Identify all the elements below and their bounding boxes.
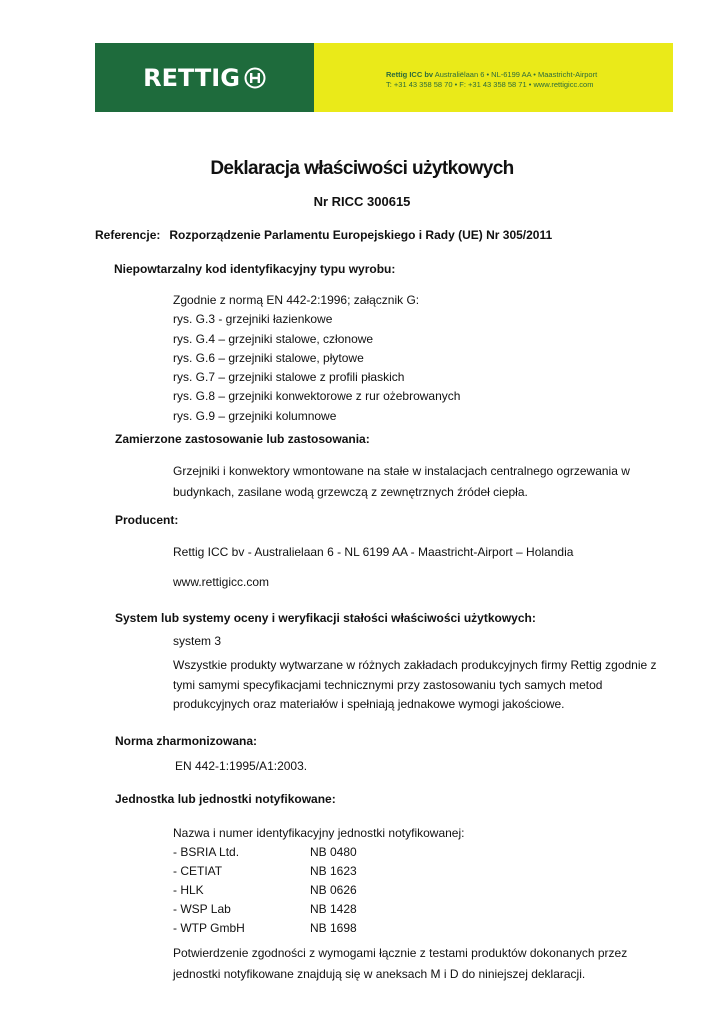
table-row (173, 900, 464, 919)
paragraph-line: Wszystkie produkty wytwarzane w różnych zakładach produkcyjnych firmy Rettig zgodnie z (173, 658, 657, 672)
paragraph-line: tymi samymi specyfikacjami technicznymi przy zastosowaniu tych samych metod (173, 677, 603, 692)
body-number: NB 0626 (310, 883, 357, 897)
contact-panel (314, 43, 673, 112)
document-number: Nr RICC 300615 (313, 194, 411, 209)
paragraph-line: jednostki notyfikowane znajdują się w aneksach M i D do niniejszej deklaracji. (173, 967, 586, 981)
product-code-list (173, 291, 460, 426)
reference-text: Rozporządzenie Parlamentu Europejskiego i Rady (UE) Nr 305/2011 (169, 228, 553, 242)
notified-closing-text (173, 943, 627, 985)
contact-company: Rettig ICC bv (386, 70, 434, 79)
rettig-logo-icon (244, 67, 266, 89)
reference-line (95, 228, 552, 242)
notified-bodies-list (173, 824, 464, 938)
letterhead (95, 43, 673, 112)
product-code-heading: Niepowtarzalny kod identyfikacyjny typu wyrobu: (114, 262, 396, 276)
contact-phone-fax-web: T: +31 43 358 58 70 • F: +31 43 358 58 71 • www.rettigicc.com (386, 80, 594, 89)
manufacturer-heading: Producent: (115, 513, 179, 527)
paragraph-line: Grzejniki i konwektory wmontowane na stałe w instalacjach centralnego ogrzewania w (173, 464, 630, 478)
body-number: NB 1428 (310, 902, 357, 916)
contact-info (386, 70, 597, 90)
list-item: rys. G.9 – grzejniki kolumnowe (173, 408, 337, 423)
list-item: rys. G.7 – grzejniki stalowe z profili płaskich (173, 370, 405, 385)
table-row (173, 843, 464, 862)
company-logo: RETTIG (143, 63, 240, 92)
table-row (173, 862, 464, 881)
intended-use-text (173, 461, 630, 503)
avcp-text (173, 656, 657, 715)
reference-label: Referencje: (95, 228, 161, 242)
paragraph-line: budynkach, zasilane wodą grzewczą z zewnętrznych źródeł ciepła. (173, 485, 528, 499)
logo-panel (95, 43, 314, 112)
contact-address: Australiëlaan 6 • NL-6199 AA • Maastricht-Airport (433, 70, 598, 79)
table-row (173, 881, 464, 900)
body-name: - CETIAT (173, 864, 223, 878)
list-item: Zgodnie z normą EN 442-2:1996; załącznik G: (173, 293, 420, 307)
body-number: NB 0480 (310, 845, 357, 859)
paragraph-line: Potwierdzenie zgodności z wymogami łącznie z testami produktów dokonanych przez (173, 946, 628, 960)
harmonised-standard-heading: Norma zharmonizowana: (115, 734, 258, 748)
avcp-heading: System lub systemy oceny i weryfikacji stałości właściwości użytkowych: (115, 611, 536, 625)
list-item: rys. G.8 – grzejniki konwektorowe z rur ożebrowanych (173, 389, 461, 404)
harmonised-standard: EN 442-1:1995/A1:2003. (175, 759, 308, 773)
body-name: - WSP Lab (173, 902, 231, 916)
avcp-system: system 3 (173, 634, 222, 648)
body-name: - HLK (173, 883, 204, 897)
paragraph-line: produkcyjnych oraz materiałów i spełniają jednakowe wymogi jakościowe. (173, 697, 565, 711)
body-name: - BSRIA Ltd. (173, 845, 240, 859)
manufacturer-address: Rettig ICC bv - Australielaan 6 - NL 6199 AA - Maastricht-Airport – Holandia (173, 545, 574, 559)
table-row (173, 919, 464, 938)
manufacturer-website: www.rettigicc.com (173, 575, 270, 589)
intended-use-heading: Zamierzone zastosowanie lub zastosowania: (115, 432, 370, 446)
list-item: rys. G.3 - grzejniki łazienkowe (173, 312, 333, 327)
notified-intro: Nazwa i numer identyfikacyjny jednostki notyfikowanej: (173, 826, 465, 840)
list-item: rys. G.4 – grzejniki stalowe, członowe (173, 331, 374, 346)
notified-bodies-heading: Jednostka lub jednostki notyfikowane: (115, 792, 336, 806)
body-name: - WTP GmbH (173, 921, 245, 935)
body-number: NB 1623 (310, 864, 357, 878)
document-title: Deklaracja właściwości użytkowych (210, 158, 514, 179)
list-item: rys. G.6 – grzejniki stalowe, płytowe (173, 350, 364, 365)
body-number: NB 1698 (310, 921, 357, 935)
